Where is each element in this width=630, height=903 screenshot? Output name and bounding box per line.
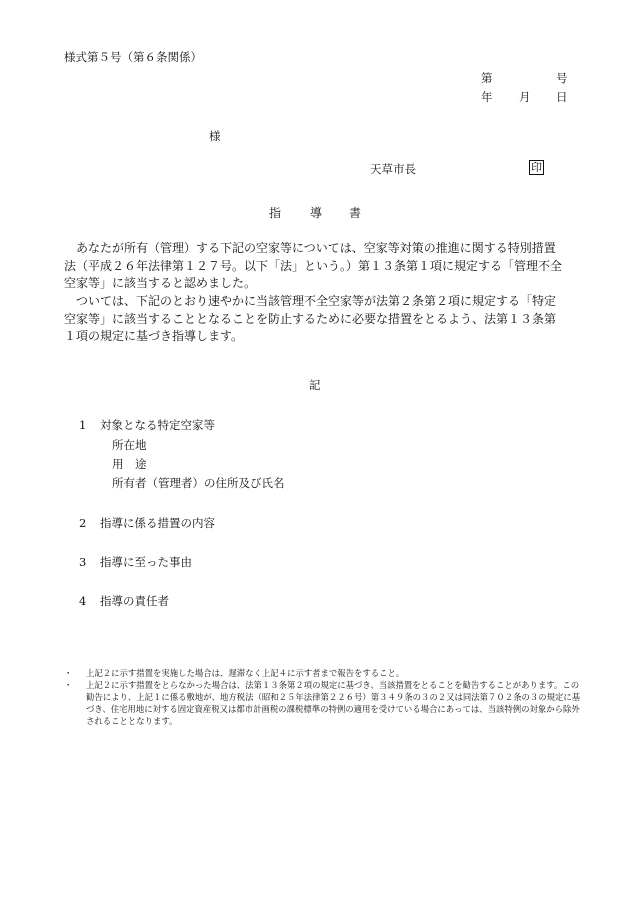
body-paragraph-1 <box>64 240 588 293</box>
item-4-label: 指導の責任者 <box>100 594 169 608</box>
footnote-1 <box>64 667 584 679</box>
footnote-2-bullet: ・ <box>64 680 73 690</box>
date-year: 年 <box>481 90 493 104</box>
footnote-2 <box>64 679 584 727</box>
seal-mark: 印 <box>531 161 542 174</box>
ki-marker: 記 <box>309 378 321 392</box>
item-3-number: 3 <box>79 555 87 569</box>
item-1-owner: 所有者（管理者）の住所及び氏名 <box>112 476 285 490</box>
date-day: 日 <box>556 90 568 104</box>
item-2-label: 指導に係る措置の内容 <box>100 516 215 530</box>
item-1-number: 1 <box>79 418 87 432</box>
issuer-name: 天草市長 <box>370 162 416 176</box>
item-1-location: 所在地 <box>112 438 147 452</box>
body-p2-line1: ついては、下記のとおり速やかに当該管理不全空家等が法第２条第２項に規定する「特定 <box>76 294 557 308</box>
body-p1-line1: あなたが所有（管理）する下記の空家等については、空家等対策の推進に関する特別措置 <box>76 241 556 255</box>
item-2-number: 2 <box>79 516 87 530</box>
form-label: 様式第５号（第６条関係） <box>64 50 202 64</box>
title-char-3: 書 <box>349 206 362 220</box>
footnote-1-text: 上記２に示す措置を実施した場合は、遅滞なく上記４に示す者まで報告をすること。 <box>86 668 405 678</box>
date-month: 月 <box>519 90 531 104</box>
title-char-1: 指 <box>269 206 282 220</box>
body-p2-line3: １項の規定に基づき指導します。 <box>64 329 244 343</box>
doc-number-suffix: 号 <box>556 71 568 85</box>
item-1-usage: 用 途 <box>112 457 147 471</box>
body-p1-line3: 空家等」に該当すると認めました。 <box>64 276 257 290</box>
body-p1-line2: 法（平成２６年法律第１２７号。以下「法」という。）第１３条第１項に規定する「管理不全 <box>64 258 563 273</box>
footnote-1-bullet: ・ <box>64 668 73 678</box>
footnotes <box>64 667 584 727</box>
item-3-label: 指導に至った事由 <box>100 555 192 569</box>
doc-number-prefix: 第 <box>481 71 493 85</box>
item-1-label: 対象となる特定空家等 <box>100 418 215 432</box>
item-4-number: 4 <box>79 594 87 608</box>
title-char-2: 導 <box>310 206 323 220</box>
body-paragraph-2 <box>64 293 588 346</box>
footnote-2-text: 上記２に示す措置をとらなかった場合は、法第１３条第２項の規定に基づき、当該措置をとることを勧告することがあります。この勧告により、上記１に係る敷地が、地方税法（昭和２５年法律第２２６号）第３４９条の３の２又は同法第７０２条の３の規定に基づき、住宅用地に対する固定資産税又は都市計画税の課税標準の特例の適用を受けている場合にあっては、当該特例の対象から除外されることとなります。 <box>86 680 581 726</box>
body-p2-line2: 空家等」に該当することとなることを防止するために必要な措置をとるよう、法第１３条第 <box>64 311 557 326</box>
addressee-honorific: 様 <box>209 129 221 143</box>
